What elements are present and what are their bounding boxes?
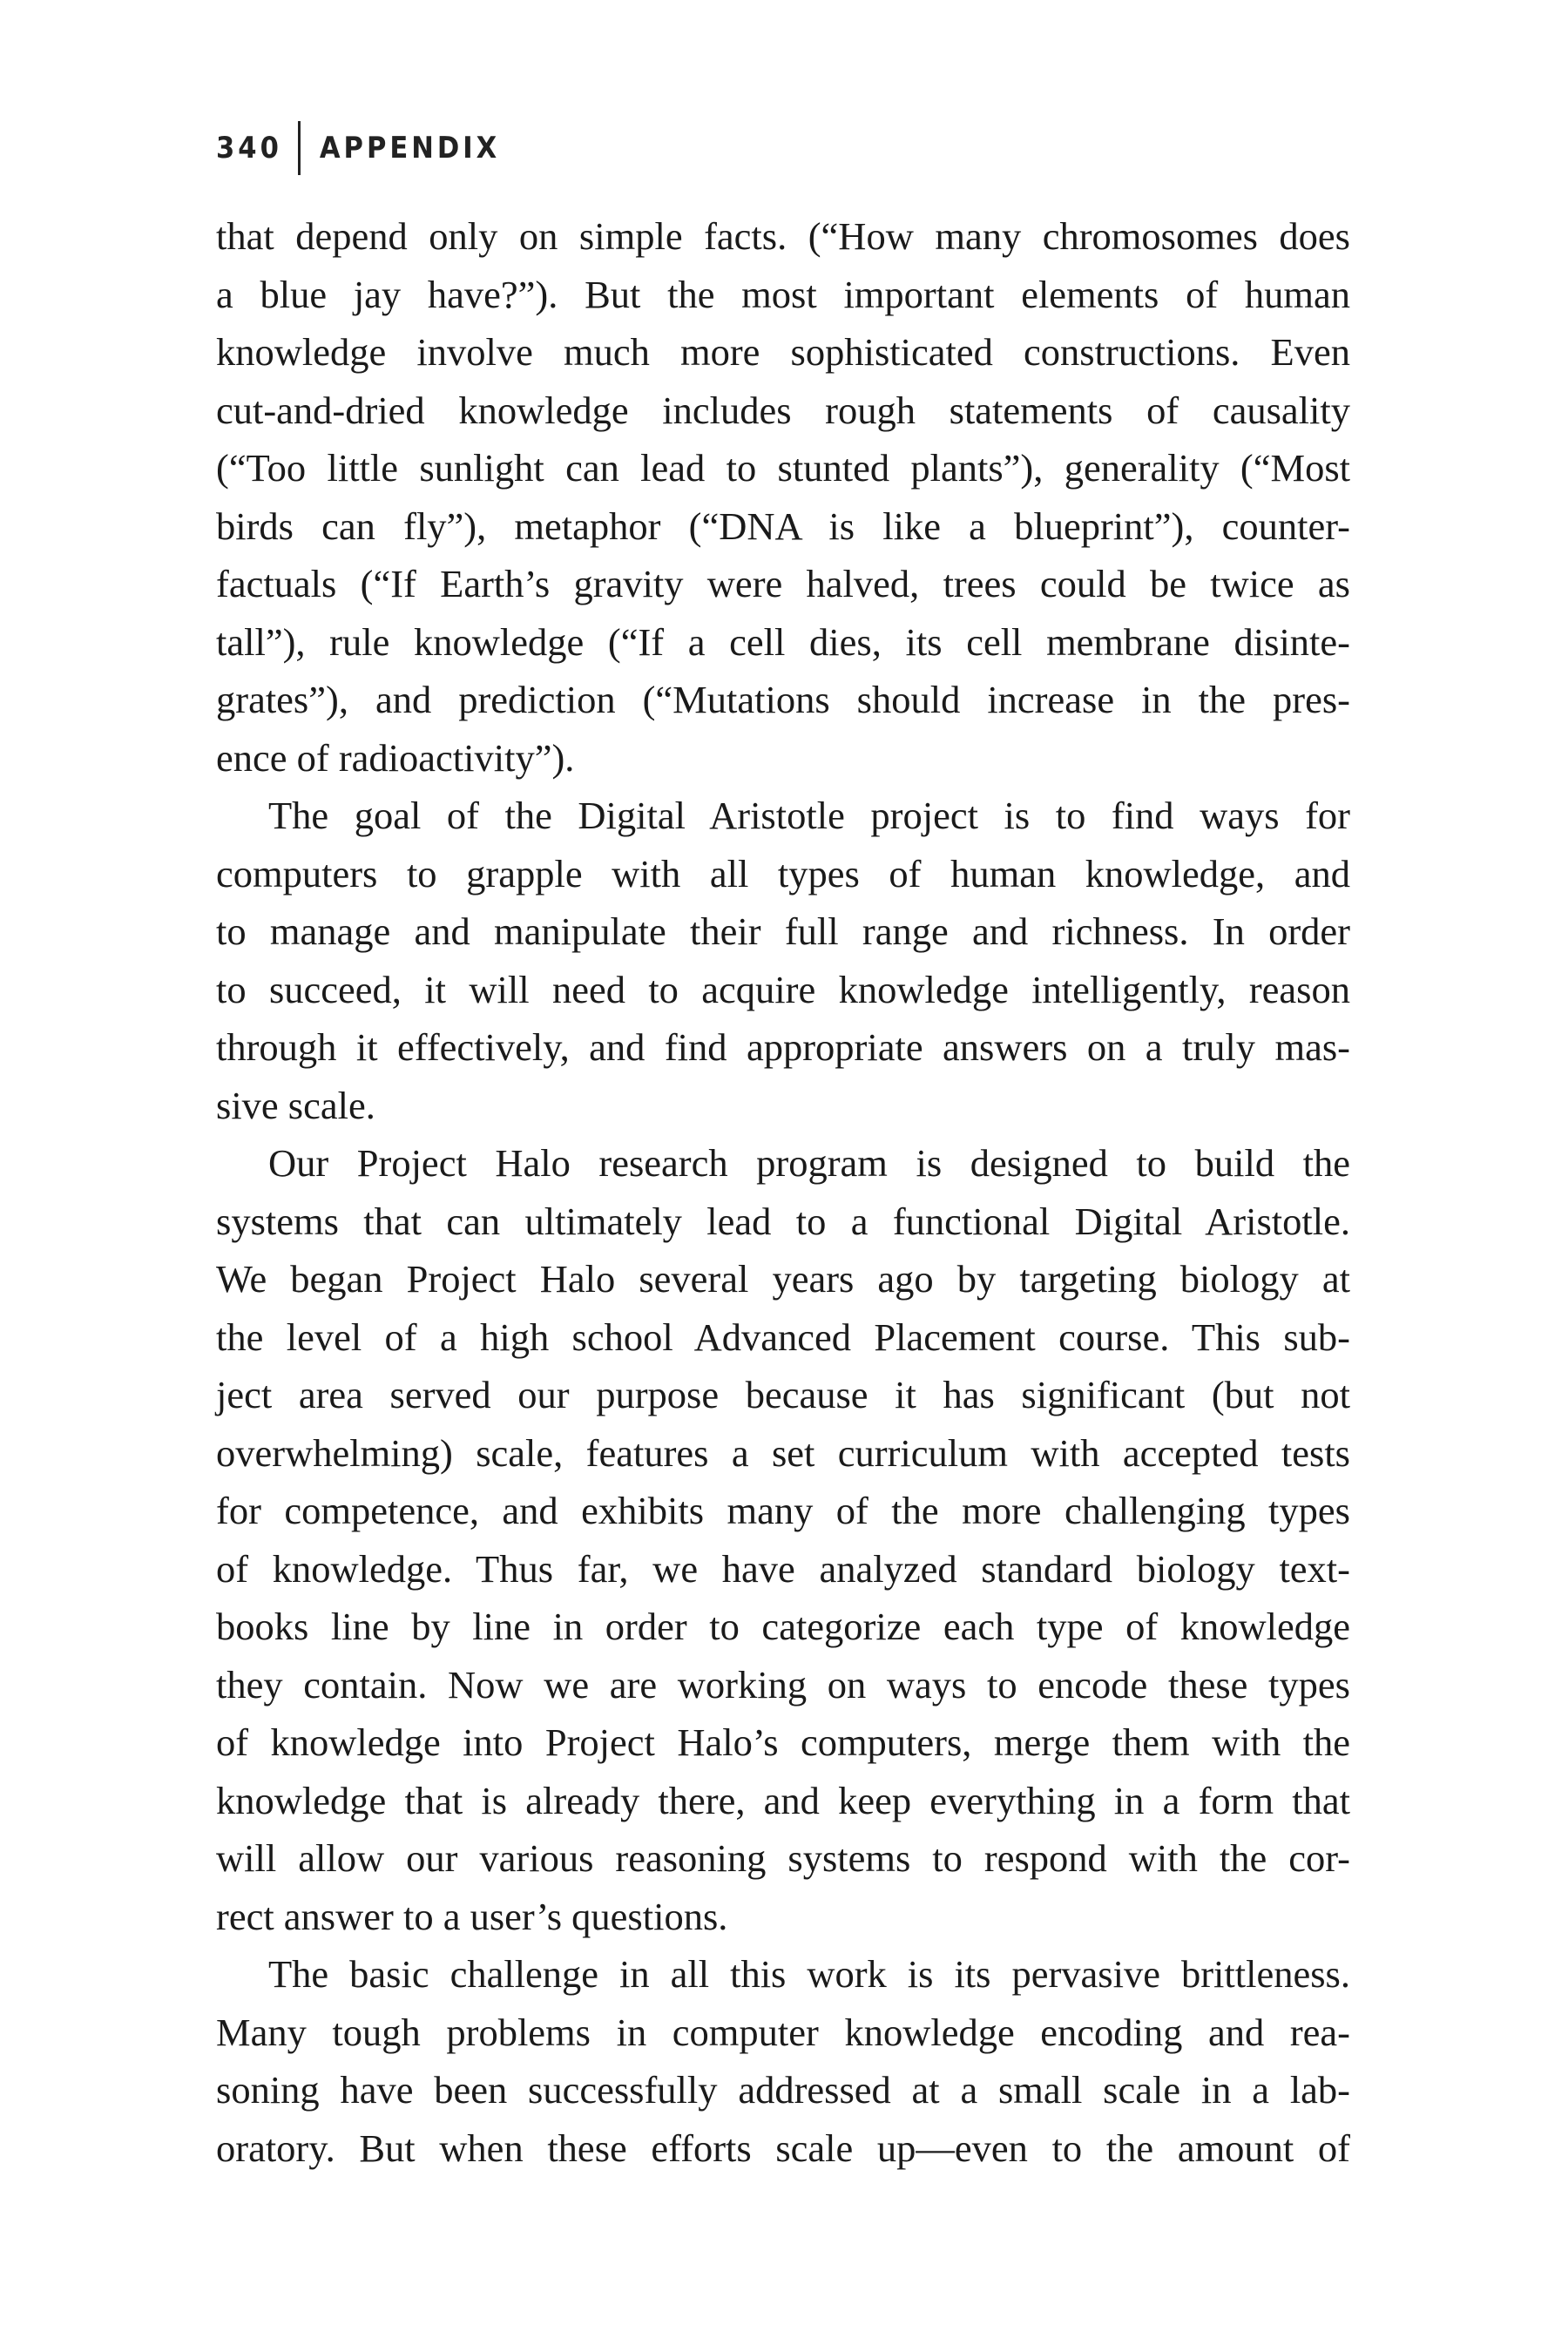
text-line: books line by line in order to categorize each type of knowledge <box>216 1605 1350 1648</box>
text-line: birds can fly”), metaphor (“DNA is like a blueprint”), counter- <box>216 504 1350 548</box>
text-line: a blue jay have?”). But the most important elements of human <box>216 272 1350 316</box>
text-line: knowledge involve much more sophisticated constructions. Even <box>216 330 1350 374</box>
text-line: ject area served our purpose because it has significant (but not <box>216 1373 1350 1416</box>
page-number: 340 <box>216 131 282 166</box>
text-line: to manage and manipulate their full range and richness. In order <box>216 909 1350 953</box>
text-line: the level of a high school Advanced Placement course. This sub- <box>216 1315 1350 1359</box>
text-line: systems that can ultimately lead to a functional Digital Aristotle. <box>216 1199 1350 1243</box>
running-head <box>216 122 500 174</box>
header-divider <box>298 121 301 175</box>
text-line: The goal of the Digital Aristotle project is to find ways for <box>268 794 1350 837</box>
text-line: We began Project Halo several years ago by targeting biology at <box>216 1257 1350 1301</box>
body-text <box>216 207 1350 2177</box>
text-line: grates”), and prediction (“Mutations should increase in the pres- <box>216 678 1350 721</box>
paragraph <box>216 207 1350 787</box>
section-title: APPENDIX <box>319 131 501 166</box>
text-line: for competence, and exhibits many of the more challenging types <box>216 1489 1350 1532</box>
text-line: overwhelming) scale, features a set curriculum with accepted tests <box>216 1430 1350 1475</box>
text-line: through it effectively, and find appropriate answers on a truly mas- <box>216 1025 1350 1069</box>
text-line: ence of radioactivity”). <box>216 735 575 780</box>
paragraph <box>216 787 1350 1134</box>
text-line: cut-and-dried knowledge includes rough statements of causality <box>216 388 1350 432</box>
text-line: (“Too little sunlight can lead to stunted plants”), generality (“Most <box>216 446 1350 490</box>
text-line: knowledge that is already there, and keep everything in a form that <box>216 1778 1350 1822</box>
text-line: oratory. But when these efforts scale up—even to the amount of <box>216 2126 1350 2170</box>
paragraph <box>216 1945 1350 2177</box>
text-line: to succeed, it will need to acquire knowledge intelligently, reason <box>216 967 1350 1011</box>
paragraph <box>216 1134 1350 1945</box>
text-line: that depend only on simple facts. (“How many chromosomes does <box>216 214 1350 258</box>
text-line: The basic challenge in all this work is its pervasive brittleness. <box>268 1952 1350 1996</box>
text-line: factuals (“If Earth’s gravity were halved, trees could be twice as <box>216 562 1350 605</box>
text-line: of knowledge into Project Halo’s computers, merge them with the <box>216 1720 1350 1764</box>
text-line: sive scale. <box>216 1083 375 1127</box>
text-line: they contain. Now we are working on ways to encode these types <box>216 1662 1350 1707</box>
text-line: of knowledge. Thus far, we have analyzed standard biology text- <box>216 1546 1350 1591</box>
text-line: tall”), rule knowledge (“If a cell dies, its cell membrane disinte- <box>216 619 1350 664</box>
text-line: Many tough problems in computer knowledge encoding and rea- <box>216 2010 1350 2054</box>
text-line: Our Project Halo research program is designed to build the <box>268 1141 1350 1185</box>
text-line: will allow our various reasoning systems to respond with the cor- <box>216 1836 1350 1880</box>
text-line: soning have been successfully addressed at a small scale in a lab- <box>216 2068 1350 2112</box>
text-line: computers to grapple with all types of human knowledge, and <box>216 851 1350 896</box>
text-line: rect answer to a user’s questions. <box>216 1894 728 1938</box>
